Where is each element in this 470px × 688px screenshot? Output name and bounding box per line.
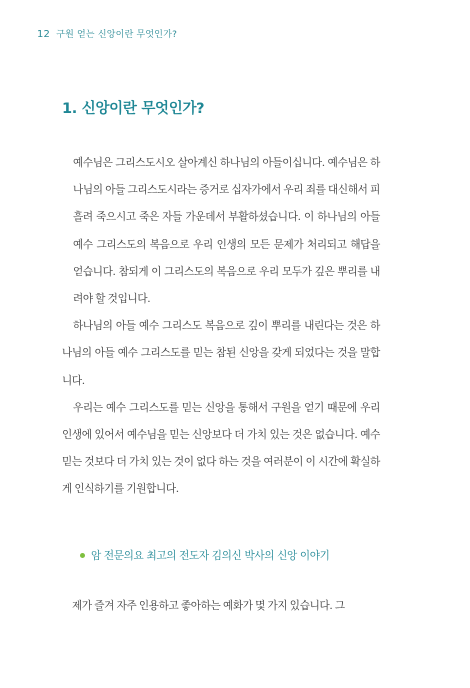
bullet-dot-icon	[80, 553, 85, 558]
running-title: 구원 얻는 신앙이란 무엇인가?	[56, 30, 178, 40]
section-subheading	[80, 548, 330, 563]
paragraph-continued: 제가 즐겨 자주 인용하고 좋아하는 예화가 몇 가지 있습니다. 그	[72, 600, 345, 612]
paragraph: 예수님은 그리스도시오 살아계신 하나님의 아들이십니다. 예수님은 하나님의 아들 그리스도시라는 증거로 십자가에서 우리 죄를 대신해서 피 흘려 죽으시고 죽은 자들 가운데서 부활하셨습니다. 이 하나님의 아들 예수 그리스도의 복음으로 우리 인생의 모든 문제가 처리되고 해답을 얻습니다. 참되게 이 그리스도의 복음으로 우리 모두가 깊은 뿌리를 내려야 할 것입니다.	[73, 157, 380, 306]
page-number: 12	[37, 29, 51, 40]
paragraph: 우리는 예수 그리스도를 믿는 신앙을 통해서 구원을 얻기 때문에 우리 인생에 있어서 예수님을 믿는 신앙보다 더 가치 있는 것은 없습니다. 예수 믿는 것보다 더 가치 있는 것이 없다 하는 것을 여러분이 이 시간에 확실하게 인식하기를 기원합니다.	[62, 401, 380, 496]
subheading-text: 암 전문의요 최고의 전도자 김의신 박사의 신앙 이야기	[91, 550, 330, 562]
body-text	[62, 150, 380, 504]
running-header	[37, 27, 177, 40]
chapter-title: 1. 신앙이란 무엇인가?	[62, 101, 205, 117]
paragraph: 하나님의 아들 예수 그리스도 복음으로 깊이 뿌리를 내린다는 것은 하나님의 아들 예수 그리스도를 믿는 참된 신앙을 갖게 되었다는 것을 말합니다.	[62, 320, 380, 387]
